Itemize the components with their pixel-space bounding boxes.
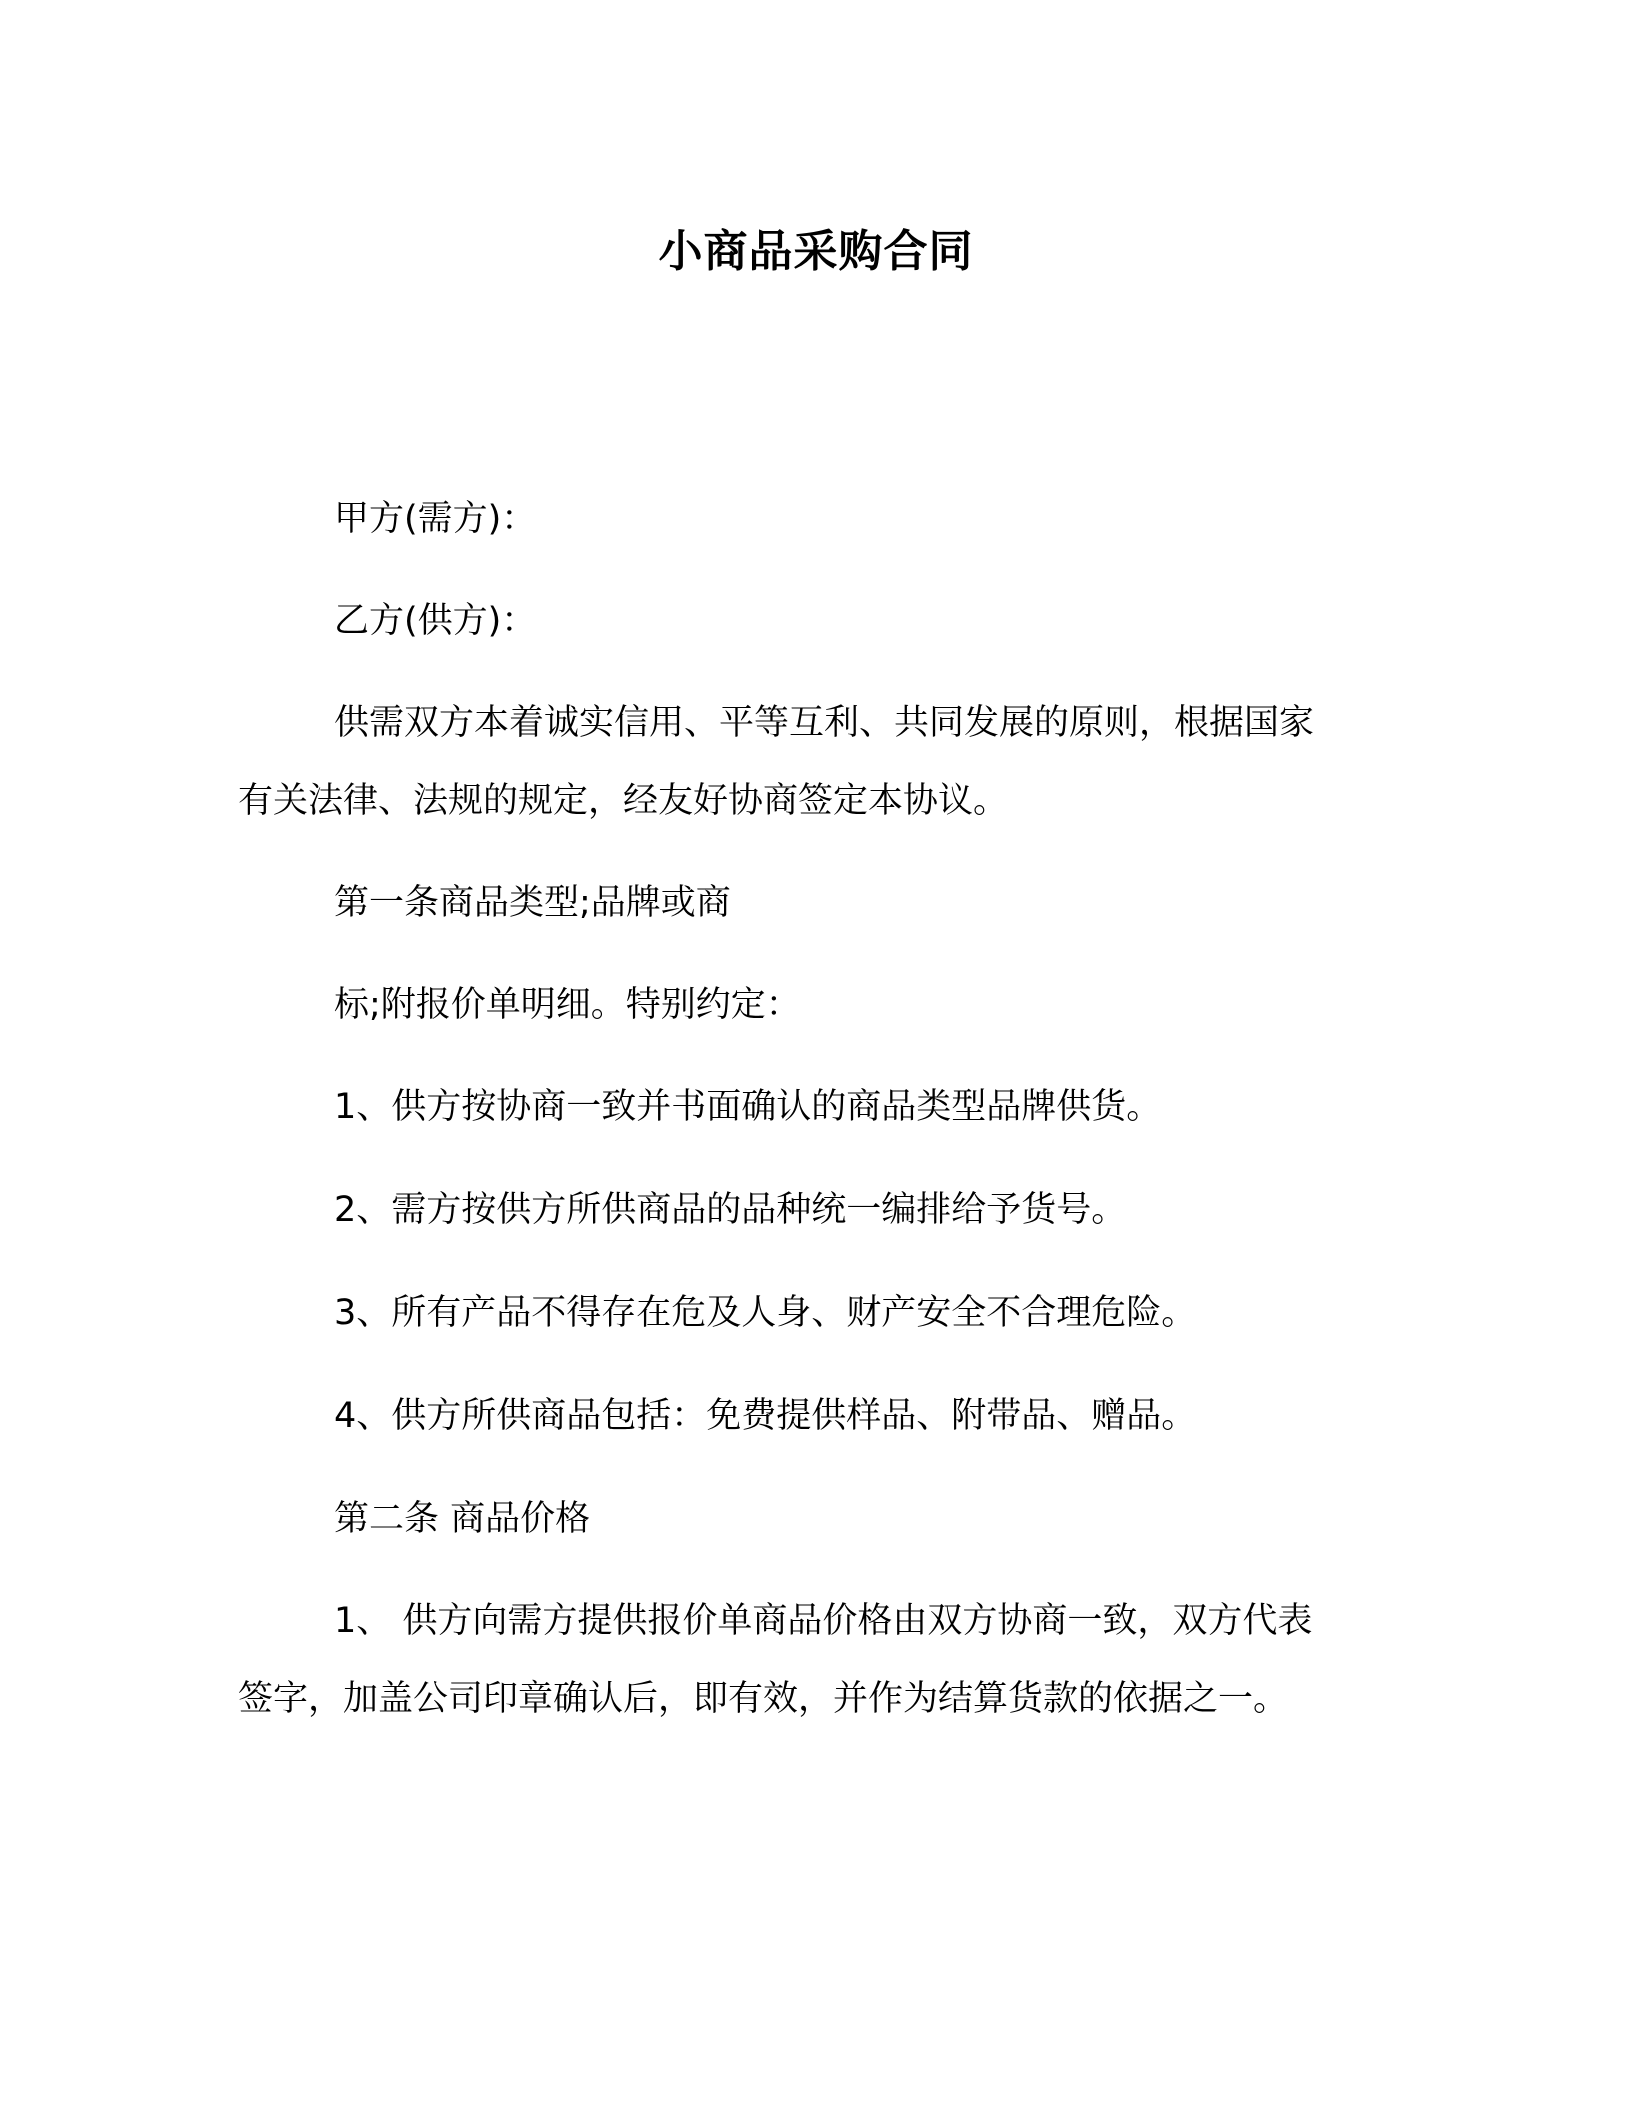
article-1-heading: 第一条商品类型;品牌或商 <box>334 883 731 923</box>
article-2-heading: 第二条 商品价格 <box>334 1499 591 1539</box>
document-title: 小商品采购合同 <box>658 226 974 277</box>
clause-1-4: 4、供方所供商品包括：免费提供样品、附带品、赠品。 <box>334 1396 1197 1436</box>
article-1-continuation: 标;附报价单明细。特别约定： <box>334 985 801 1025</box>
clause-2-1-line-2: 签字，加盖公司印章确认后，即有效，并作为结算货款的依据之一。 <box>238 1679 1289 1719</box>
clause-1-1: 1、供方按协商一致并书面确认的商品类型品牌供货。 <box>334 1087 1162 1127</box>
preamble-line-1: 供需双方本着诚实信用、平等互利、共同发展的原则，根据国家 <box>334 703 1315 743</box>
party-b-line: 乙方(供方)： <box>334 601 537 641</box>
clause-1-2: 2、需方按供方所供商品的品种统一编排给予货号。 <box>334 1190 1127 1230</box>
party-a-line: 甲方(需方)： <box>334 499 537 539</box>
preamble-line-2: 有关法律、法规的规定，经友好协商签定本协议。 <box>238 781 1009 821</box>
clause-1-3: 3、所有产品不得存在危及人身、财产安全不合理危险。 <box>334 1293 1197 1333</box>
clause-2-1-line-1: 1、 供方向需方提供报价单商品价格由双方协商一致，双方代表 <box>334 1601 1313 1641</box>
